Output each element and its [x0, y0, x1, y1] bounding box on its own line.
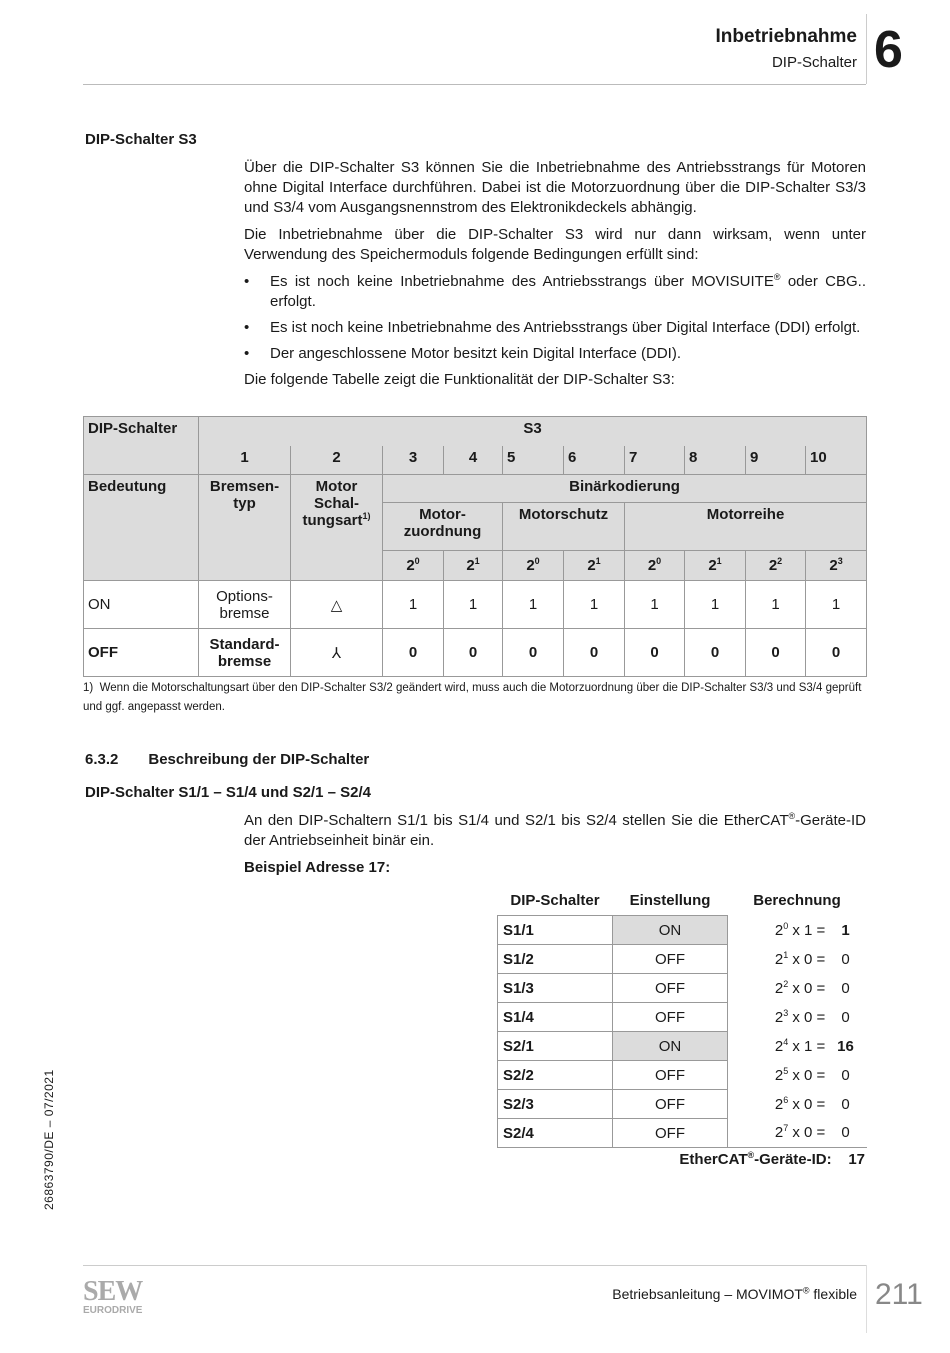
header-cell: 5	[503, 446, 564, 475]
list-item: • Es ist noch keine Inbetriebnahme des Antriebsstrangs über Digital Interface (DDI) erfolgt.	[244, 318, 866, 338]
switch-cell: S2/2	[498, 1061, 613, 1090]
value-cell: 0	[806, 629, 867, 677]
calc-cell: $2^0$ x 1 = 1	[774, 920, 850, 939]
header-cell: 7	[625, 446, 685, 475]
power-cell: $2^0$	[503, 551, 564, 581]
calc-cell: $2^6$ x 0 = 0	[774, 1094, 850, 1113]
ethercat-id-sum: EtherCAT®-Geräte-ID: 17	[679, 1150, 865, 1168]
document-id: 26863790/DE – 07/2021	[42, 1069, 56, 1210]
value-cell: 1	[625, 581, 685, 629]
power-cell: $2^1$	[444, 551, 503, 581]
cell: OFF	[84, 629, 199, 677]
switch-cell: S1/3	[498, 974, 613, 1003]
list-item: • Der angeschlossene Motor besitzt kein Digital Interface (DDI).	[244, 344, 866, 364]
value-cell: 1	[746, 581, 806, 629]
power-cell: $2^3$	[806, 551, 867, 581]
value-cell: 1	[685, 581, 746, 629]
cell: Standard-bremse	[199, 629, 291, 677]
setting-cell: ON	[613, 1032, 728, 1061]
header-cell: DIP-Schalter	[84, 417, 199, 475]
switch-cell: S2/1	[498, 1032, 613, 1061]
switch-cell: S2/4	[498, 1119, 613, 1148]
conditions-list	[244, 272, 866, 364]
value-cell: 0	[685, 629, 746, 677]
header-cell: Motor-zuordnung	[383, 503, 503, 551]
footer-caption: Betriebsanleitung – MOVIMOT® flexible	[612, 1285, 857, 1302]
header-cell: 6	[564, 446, 625, 475]
header-vertical-divider	[866, 14, 867, 84]
value-cell: 1	[503, 581, 564, 629]
footer-divider	[83, 1265, 866, 1266]
setting-cell: OFF	[613, 1003, 728, 1032]
chapter-number: 6	[874, 21, 903, 79]
table-row	[498, 1090, 867, 1119]
table-row	[498, 974, 867, 1003]
section-heading: 6.3.2 Beschreibung der DIP-Schalter	[85, 751, 370, 768]
value-cell: 0	[564, 629, 625, 677]
calc-cell: $2^5$ x 0 = 0	[774, 1065, 850, 1084]
paragraph: Über die DIP-Schalter S3 können Sie die Inbetriebnahme des Antriebsstrangs für Motoren ohne Digital Interface durchführen. Dabei ist die Motorzuordnung über die DIP-Schalter S3/3 und S3/4 vom Ausgangsnennstrom des Elektronikdeckels abhängig.	[244, 159, 866, 216]
footer-vertical-divider	[866, 1265, 867, 1333]
header-divider	[83, 84, 866, 85]
header-cell: Bedeutung	[84, 475, 199, 581]
calc-cell: $2^3$ x 0 = 0	[774, 1007, 850, 1026]
table-row	[498, 1003, 867, 1032]
paragraph: Die folgende Tabelle zeigt die Funktionalität der DIP-Schalter S3:	[244, 371, 675, 388]
setting-cell: OFF	[613, 1119, 728, 1148]
table-row	[498, 1119, 867, 1148]
header-cell: Binärkodierung	[383, 475, 867, 503]
header-cell: Motorreihe	[625, 503, 867, 551]
switch-cell: S1/1	[498, 916, 613, 945]
calc-cell: $2^4$ x 1 = 16	[774, 1036, 854, 1055]
setting-cell: OFF	[613, 945, 728, 974]
value-cell: 1	[564, 581, 625, 629]
header-cell: 3	[383, 446, 444, 475]
switch-cell: S1/2	[498, 945, 613, 974]
header-cell: 1	[199, 446, 291, 475]
value-cell: 1	[806, 581, 867, 629]
value-cell: 0	[746, 629, 806, 677]
header-cell: Motor Schal-tungsart$^{1)}$	[291, 475, 383, 581]
header-cell: Einstellung	[629, 891, 711, 909]
power-cell: $2^2$	[746, 551, 806, 581]
calc-cell: $2^1$ x 0 = 0	[774, 949, 850, 968]
paragraph: Die Inbetriebnahme über die DIP-Schalter S3 wird nur dann wirksam, wenn unter Verwendung des Speichermoduls folgende Bedingungen erfüllt sind:	[244, 226, 866, 263]
list-item: • Es ist noch keine Inbetriebnahme des Antriebsstrangs über MOVISUITE® oder CBG.. erfolgt.	[244, 272, 866, 312]
address-table	[497, 885, 867, 1148]
header-cell: 10	[806, 446, 867, 475]
chapter-title: Inbetriebnahme	[715, 26, 857, 47]
header-cell: 8	[685, 446, 746, 475]
example-label: Beispiel Adresse 17:	[244, 859, 391, 876]
heading-s1-s2: DIP-Schalter S1/1 – S1/4 und S2/1 – S2/4	[85, 784, 371, 801]
calc-cell: $2^7$ x 0 = 0	[728, 1119, 867, 1148]
calc-cell: $2^2$ x 0 = 0	[774, 978, 850, 997]
setting-cell: OFF	[613, 1061, 728, 1090]
table-row-off	[84, 629, 867, 677]
sew-logo: SEW EURODRIVE	[83, 1276, 143, 1316]
value-cell: 0	[444, 629, 503, 677]
footnote: 1) Wenn die Motorschaltungsart über den DIP-Schalter S3/2 geändert wird, muss auch die Motorzuordnung über die DIP-Schalter S3/3 und S3/4 geprüft und ggf. angepasst werden.	[83, 682, 862, 713]
switch-cell: S1/4	[498, 1003, 613, 1032]
setting-cell: OFF	[613, 974, 728, 1003]
header-cell: Motorschutz	[503, 503, 625, 551]
s3-function-table	[83, 416, 867, 677]
paragraph: An den DIP-Schaltern S1/1 bis S1/4 und S2/1 bis S2/4 stellen Sie die EtherCAT®-Geräte-ID der Antriebseinheit binär ein.	[244, 811, 866, 849]
value-cell: 1	[383, 581, 444, 629]
table-row	[498, 945, 867, 974]
value-cell: 0	[383, 629, 444, 677]
table-row	[498, 1061, 867, 1090]
setting-cell: OFF	[613, 1090, 728, 1119]
value-cell: 0	[503, 629, 564, 677]
header-cell: 2	[291, 446, 383, 475]
s3-text	[244, 158, 866, 397]
setting-cell: ON	[613, 916, 728, 945]
header-cell: S3	[199, 417, 867, 446]
delta-symbol-icon: △	[291, 581, 383, 629]
chapter-subtitle: DIP-Schalter	[771, 54, 857, 71]
heading-s3: DIP-Schalter S3	[85, 131, 197, 148]
power-cell: $2^1$	[685, 551, 746, 581]
header-cell: 4	[444, 446, 503, 475]
header-cell: 9	[746, 446, 806, 475]
switch-cell: S2/3	[498, 1090, 613, 1119]
power-cell: $2^0$	[383, 551, 444, 581]
cell: Options-bremse	[199, 581, 291, 629]
power-cell: $2^0$	[625, 551, 685, 581]
header-cell: Bremsen-typ	[199, 475, 291, 581]
header-cell: Berechnung	[753, 891, 841, 909]
value-cell: 0	[625, 629, 685, 677]
table-row-on	[84, 581, 867, 629]
table-row	[498, 916, 867, 945]
table-row	[84, 446, 867, 475]
cell: ON	[84, 581, 199, 629]
power-cell: $2^1$	[564, 551, 625, 581]
star-symbol-icon: ⅄	[291, 629, 383, 677]
s1-s2-text	[244, 811, 866, 885]
header-cell: DIP-Schalter	[510, 891, 600, 909]
value-cell: 1	[444, 581, 503, 629]
table-row	[498, 1032, 867, 1061]
page-number: 211	[875, 1278, 923, 1311]
